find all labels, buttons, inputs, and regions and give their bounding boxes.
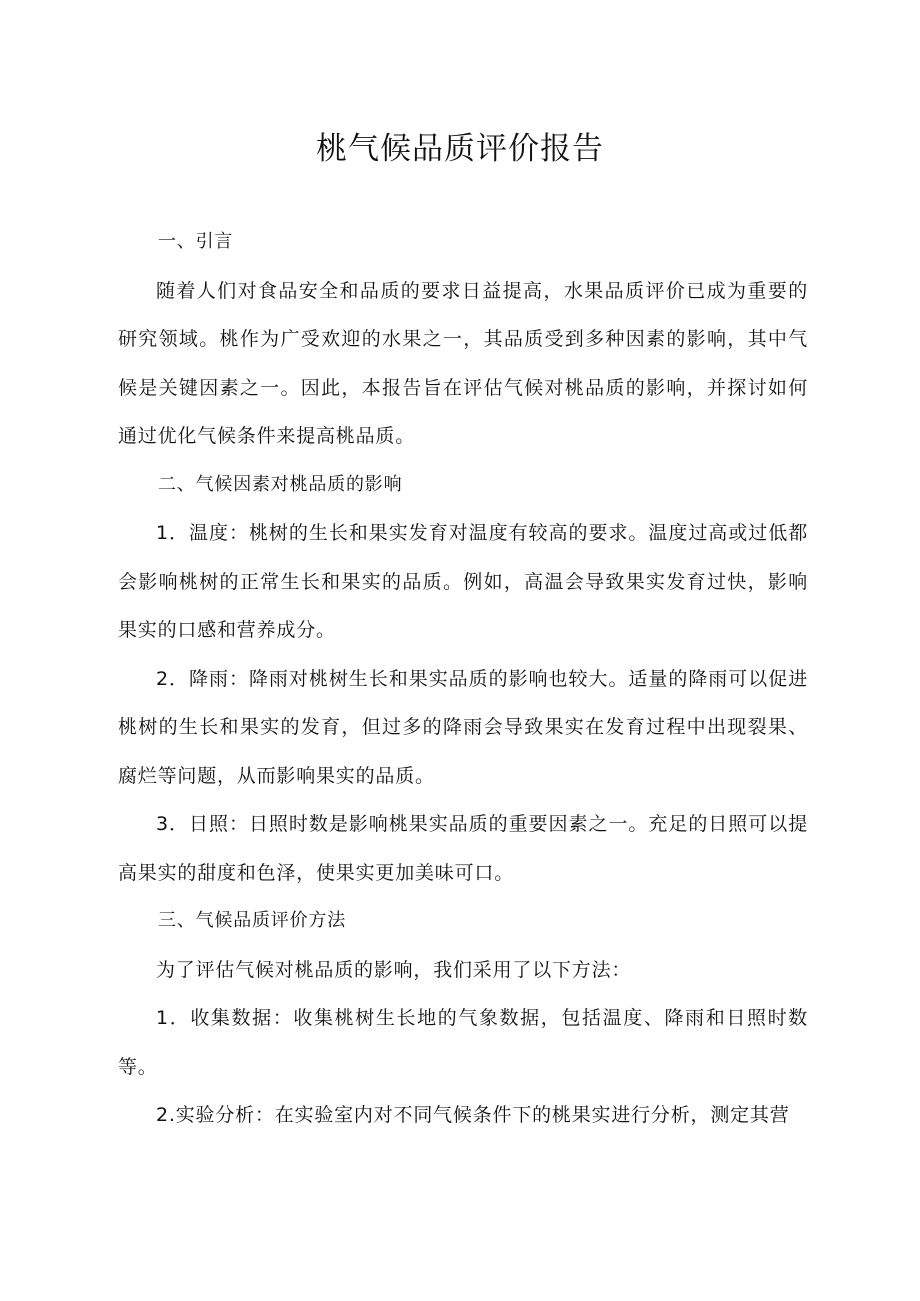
paragraph-intro: 随着人们对食品安全和品质的要求日益提高，水果品质评价已成为重要的研究领域。桃作为广受欢迎的水果之一，其品质受到多种因素的影响，其中气候是关键因素之一。因此，本报告旨在评估气候对桃品质的影响，并探讨如何通过优化气候条件来提高桃品质。 xyxy=(118,279,808,447)
page-title: 桃气候品质评价报告 xyxy=(316,131,604,167)
section-heading-evaluation-methods: 三、气候品质评价方法 xyxy=(158,910,346,931)
paragraph-temperature: 1．温度：桃树的生长和果实发育对温度有较高的要求。温度过高或过低都会影响桃树的正常生长和果实的品质。例如，高温会导致果实发育过快，影响果实的口感和营养成分。 xyxy=(118,522,808,641)
paragraph-data-collection: 1．收集数据：收集桃树生长地的气象数据，包括温度、降雨和日照时数等。 xyxy=(118,1007,808,1078)
paragraph-rainfall: 2．降雨：降雨对桃树生长和果实品质的影响也较大。适量的降雨可以促进桃树的生长和果实的发育，但过多的降雨会导致果实在发育过程中出现裂果、腐烂等问题，从而影响果实的品质。 xyxy=(118,667,808,787)
paragraph-lab-analysis: 2.实验分析：在实验室内对不同气候条件下的桃果实进行分析，测定其营 xyxy=(156,1104,790,1126)
document-body xyxy=(118,218,808,1140)
section-heading-intro: 一、引言 xyxy=(158,231,234,252)
section-heading-climate-factors: 二、气候因素对桃品质的影响 xyxy=(158,473,403,495)
paragraph-methods-intro: 为了评估气候对桃品质的影响，我们采用了以下方法： xyxy=(156,958,632,981)
paragraph-sunshine: 3．日照：日照时数是影响桃果实品质的重要因素之一。充足的日照可以提高果实的甜度和色泽，使果实更加美味可口。 xyxy=(118,813,808,884)
